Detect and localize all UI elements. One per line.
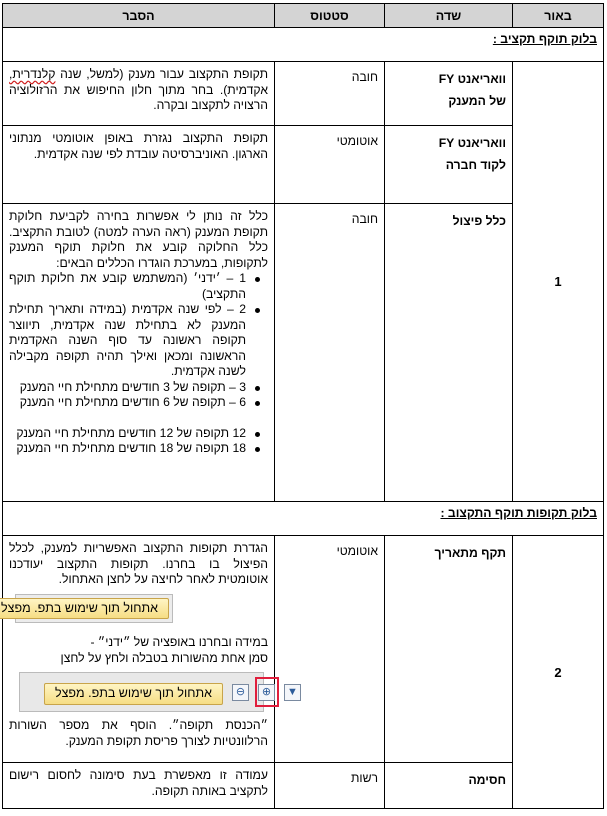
valid-from-text-a: הגדרת תקופות התקצוב האפשריות למענק, לכלל הפיצול בו בחרנו. תקופות התקצוב יעודכנו אוטומטית לאחר לחיצה על לחצן האתחול. [10,541,269,586]
block1-title: בלוק תוקף תקציב : [493,32,598,46]
block2-row-valid-from [4,536,605,763]
split-rule-item: 12 תקופה של 12 חודשים מתחילת חיי המענק [10,426,269,442]
field-block: חסימה [386,763,514,809]
status-valid-from: אוטומטי [276,536,386,763]
init-button-screenshot [2,594,174,624]
status-block: רשות [276,763,386,809]
block1-number: 1 [514,62,605,502]
delete-row-icon[interactable]: ⊖ [233,684,250,701]
status-split-rule: חובה [276,204,386,502]
header-col-status: סטטוס [276,4,386,28]
block2-number: 2 [514,536,605,809]
header-col-explanation: הסבר [4,4,276,28]
valid-from-text-c: ״הכנסת תקופה״. הוסף את מספר השורות הרלוונטיות לצורך פריסת תקופת המענק. [10,718,269,748]
split-rule-item: 18 תקופה של 18 חודשים מתחילת חיי המענק [10,441,269,457]
split-rule-item: 2 – לפי שנה אקדמית (במידה ותאריך תחילת המענק לא בתחילת שנה אקדמית, תיווצר תקופה ראשונה עד סוף השנה האקדמית הראשונה ומכאן ואילך תהיה תקופה מקבילה לשנה אקדמית. [10,302,269,380]
block1-row-fy-grant [4,62,605,126]
highlight-box [256,677,280,707]
header-col-note: באור [514,4,605,28]
init-split-button-2[interactable]: אתחול תוך שימוש בתפ. מפצל [45,683,224,705]
block2-title: בלוק תקופות תוקף התקצוב : [441,506,598,520]
field-fy-variant-company: וואריאנט FY לקוד חברה [386,126,514,204]
toolbar-screenshot [20,672,299,712]
split-rule-item: 1 – ׳ידני׳ (המשתמש קובע את חלוקת תוקף התקציב) [10,271,269,302]
header-col-field: שדה [386,4,514,28]
insert-period-icon[interactable]: ⊕ [259,684,276,701]
field-valid-from: תקף מתאריך [386,536,514,763]
expl-fy-variant-company: תקופת התקצוב נגזרת באופן אוטומטי מנתוני הארגון. האוניברסיטה עובדת לפי שנה אקדמית. [4,126,276,204]
expl-split-rule [4,204,276,502]
init-split-button[interactable]: אתחול תוך שימוש בתפ. מפצל [0,598,170,620]
field-fy-variant-grant: וואריאנט FY של המענק [386,62,514,126]
split-rule-list [10,271,269,457]
expl-fy-variant-grant: תקופת התקצוב עבור מענק (למשל, שנה קלנדרית, אקדמית). בחר מתוך חלון החיפוש את הרזולוציה הרצויה לתקצוב ובקרה. [4,62,276,126]
valid-from-text-b1: במידה ובחרנו באופציה של ״ידני״ - [91,635,269,649]
block1-title-row [4,28,605,62]
status-fy-variant-company: אוטומטי [276,126,386,204]
expl-block: עמודה זו מאפשרת בעת סימונה לחסום רישום לתקציב באותה תקופה. [4,763,276,809]
status-fy-variant-grant: חובה [276,62,386,126]
field-split-rule: כלל פיצול [386,204,514,502]
split-rule-item: 3 – תקופה של 3 חודשים מתחילת חיי המענק [10,380,269,396]
split-rule-intro: כלל זה נותן לי אפשרות בחירה לקביעת חלוקת תקופת המענק (ראה הערה למטה) לטובת התקציב. כלל החלוקה קובע את חלוקת תוקף המענק לתקופות, במערכת הוגדרו הכללים הבאים: [10,209,269,270]
header-row [4,4,605,28]
block2-title-row [4,502,605,536]
expl-valid-from [2,536,299,763]
valid-from-text-b2: סמן אחת מהשורות בטבלה ולחץ על לחצן [61,650,269,665]
document-table [3,3,605,809]
filter-icon[interactable]: ▼ [285,684,302,701]
split-rule-item: 6 – תקופה של 6 חודשים מתחילת חיי המענק [10,395,269,411]
